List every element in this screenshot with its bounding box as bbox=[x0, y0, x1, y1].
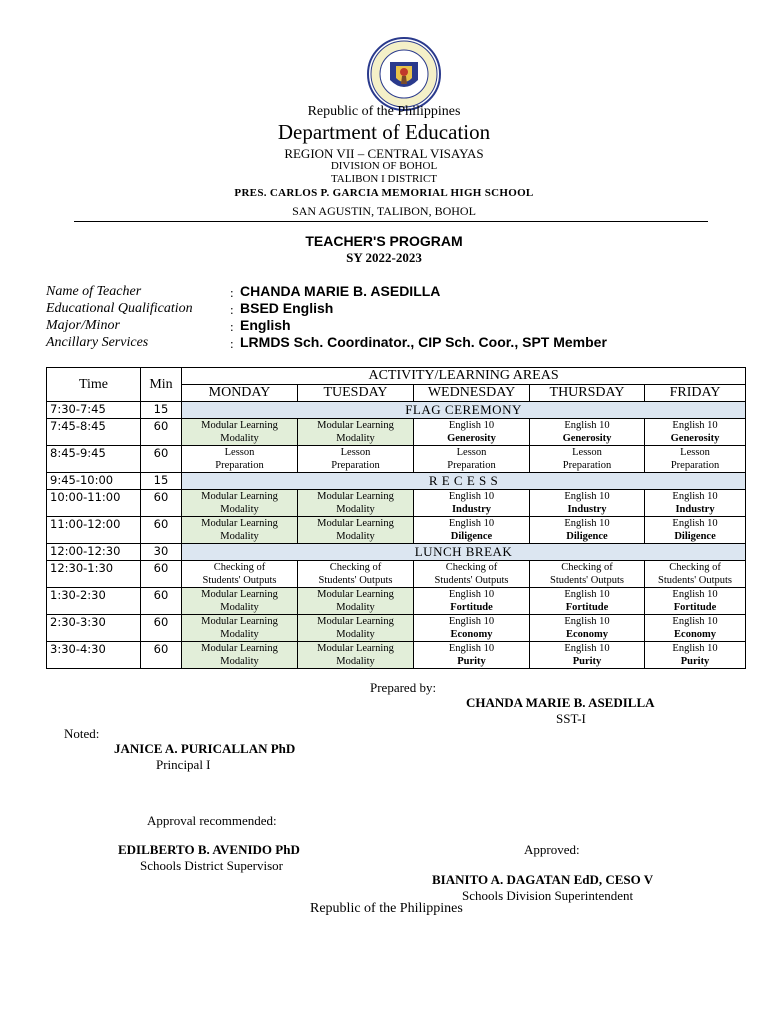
program-title: TEACHER'S PROGRAM bbox=[305, 233, 463, 249]
footer-republic: Republic of the Philippines bbox=[310, 901, 463, 916]
cell-english bbox=[414, 615, 530, 642]
header-department: Department of Education bbox=[277, 120, 491, 144]
header-school: PRES. CARLOS P. GARCIA MEMORIAL HIGH SCHOOL bbox=[234, 187, 534, 199]
info-colon: : bbox=[230, 302, 234, 317]
info-label-qualification: Educational Qualification bbox=[46, 301, 193, 316]
cell-lesson-prep bbox=[298, 446, 414, 473]
cell-checking bbox=[414, 561, 530, 588]
cell-english bbox=[414, 588, 530, 615]
header-wednesday: WEDNESDAY bbox=[414, 385, 530, 402]
row-min: 60 bbox=[141, 561, 182, 588]
table-header-row bbox=[47, 368, 746, 385]
table-row bbox=[47, 473, 746, 490]
header-time: Time bbox=[47, 368, 141, 402]
cell-english bbox=[645, 615, 746, 642]
cell-text: Lesson bbox=[456, 447, 487, 458]
row-time: 3:30-4:30 bbox=[47, 642, 141, 669]
cell-text: Preparation bbox=[670, 460, 720, 471]
cell-subject: English 10 bbox=[564, 643, 610, 654]
cell-text: Modality bbox=[336, 504, 375, 515]
approved-title: Schools Division Superintendent bbox=[462, 888, 634, 903]
school-year: SY 2022-2023 bbox=[346, 250, 422, 265]
row-min: 60 bbox=[141, 490, 182, 517]
cell-text: Modality bbox=[336, 602, 375, 613]
cell-section: Diligence bbox=[566, 531, 608, 542]
cell-checking bbox=[182, 561, 298, 588]
cell-subject: English 10 bbox=[672, 616, 718, 627]
cell-modular bbox=[298, 419, 414, 446]
cell-subject: English 10 bbox=[448, 420, 495, 431]
table-row bbox=[47, 561, 746, 588]
cell-subject: English 10 bbox=[448, 643, 495, 654]
cell-text: Modality bbox=[220, 504, 259, 515]
row-min: 30 bbox=[141, 544, 182, 561]
cell-text: Modality bbox=[336, 656, 375, 667]
noted-name: JANICE A. PURICALLAN PhD bbox=[114, 741, 296, 756]
noted-title: Principal I bbox=[156, 757, 211, 772]
cell-modular bbox=[298, 517, 414, 544]
cell-subject: English 10 bbox=[448, 518, 495, 529]
row-min: 15 bbox=[141, 473, 182, 490]
cell-section: Purity bbox=[680, 656, 710, 667]
header-friday: FRIDAY bbox=[645, 385, 746, 402]
cell-section: Diligence bbox=[674, 531, 716, 542]
cell-english bbox=[645, 517, 746, 544]
schedule-table bbox=[46, 367, 746, 669]
cell-text: Modality bbox=[220, 602, 259, 613]
cell-english bbox=[530, 517, 645, 544]
info-label-major: Major/Minor bbox=[46, 318, 120, 333]
cell-english bbox=[414, 517, 530, 544]
table-row bbox=[47, 402, 746, 419]
cell-text: Preparation bbox=[447, 460, 496, 471]
cell-english bbox=[414, 642, 530, 669]
row-time: 8:45-9:45 bbox=[47, 446, 141, 473]
cell-modular bbox=[182, 642, 298, 669]
cell-english bbox=[530, 490, 645, 517]
table-row bbox=[47, 615, 746, 642]
table-row bbox=[47, 490, 746, 517]
cell-text: Students' Outputs bbox=[658, 575, 732, 586]
row-time: 2:30-3:30 bbox=[47, 615, 141, 642]
cell-text: Students' Outputs bbox=[318, 575, 393, 586]
row-min: 60 bbox=[141, 588, 182, 615]
header-min: Min bbox=[141, 368, 182, 402]
cell-text: Checking of bbox=[329, 562, 382, 573]
row-min: 60 bbox=[141, 615, 182, 642]
cell-english bbox=[414, 490, 530, 517]
table-row bbox=[47, 588, 746, 615]
cell-english bbox=[645, 419, 746, 446]
lunch-break-band: LUNCH BREAK bbox=[182, 544, 746, 561]
cell-subject: English 10 bbox=[564, 616, 610, 627]
header-activity: ACTIVITY/LEARNING AREAS bbox=[182, 368, 746, 385]
cell-text: Modular Learning bbox=[201, 643, 278, 654]
cell-section: Generosity bbox=[562, 433, 612, 444]
cell-checking bbox=[530, 561, 645, 588]
cell-section: Industry bbox=[567, 504, 607, 515]
cell-text: Preparation bbox=[215, 460, 264, 471]
cell-text: Modular Learning bbox=[317, 491, 394, 502]
recommended-label: Approval recommended: bbox=[147, 813, 277, 828]
cell-text: Lesson bbox=[224, 447, 255, 458]
cell-lesson-prep bbox=[414, 446, 530, 473]
row-time: 9:45-10:00 bbox=[47, 473, 141, 490]
cell-modular bbox=[298, 615, 414, 642]
cell-english bbox=[414, 419, 530, 446]
cell-english bbox=[645, 490, 746, 517]
cell-text: Modality bbox=[220, 531, 259, 542]
noted-label: Noted: bbox=[64, 726, 100, 741]
prepared-by-label: Prepared by: bbox=[370, 680, 437, 695]
cell-text: Modular Learning bbox=[317, 518, 394, 529]
row-time: 7:30-7:45 bbox=[47, 402, 141, 419]
header-divider bbox=[74, 221, 708, 222]
cell-text: Checking of bbox=[561, 562, 613, 573]
cell-text: Checking of bbox=[445, 562, 498, 573]
cell-text: Modular Learning bbox=[201, 518, 278, 529]
cell-text: Preparation bbox=[562, 460, 612, 471]
cell-section: Purity bbox=[457, 656, 486, 667]
cell-lesson-prep bbox=[645, 446, 746, 473]
cell-modular bbox=[182, 615, 298, 642]
cell-subject: English 10 bbox=[564, 518, 610, 529]
cell-english bbox=[645, 588, 746, 615]
table-row bbox=[47, 544, 746, 561]
cell-text: Modality bbox=[336, 433, 375, 444]
cell-subject: English 10 bbox=[672, 420, 718, 431]
flag-ceremony-band: FLAG CEREMONY bbox=[182, 402, 746, 419]
info-colon: : bbox=[230, 285, 234, 300]
cell-lesson-prep bbox=[182, 446, 298, 473]
cell-lesson-prep bbox=[530, 446, 645, 473]
cell-modular bbox=[298, 642, 414, 669]
table-row bbox=[47, 446, 746, 473]
row-time: 12:30-1:30 bbox=[47, 561, 141, 588]
cell-modular bbox=[182, 517, 298, 544]
row-min: 60 bbox=[141, 517, 182, 544]
cell-subject: English 10 bbox=[672, 643, 718, 654]
cell-checking bbox=[298, 561, 414, 588]
cell-text: Modular Learning bbox=[317, 616, 394, 627]
cell-text: Checking of bbox=[669, 562, 721, 573]
cell-text: Lesson bbox=[680, 447, 710, 458]
cell-subject: English 10 bbox=[564, 420, 610, 431]
row-min: 60 bbox=[141, 642, 182, 669]
info-colon: : bbox=[230, 336, 234, 351]
approved-name: BIANITO A. DAGATAN EdD, CESO V bbox=[432, 872, 654, 887]
cell-section: Industry bbox=[451, 504, 492, 515]
cell-section: Purity bbox=[572, 656, 602, 667]
cell-text: Modular Learning bbox=[317, 420, 394, 431]
info-value-ancillary: LRMDS Sch. Coordinator., CIP Sch. Coor., SPT Member bbox=[240, 334, 607, 350]
cell-section: Fortitude bbox=[565, 602, 609, 613]
deped-seal-logo bbox=[366, 36, 442, 112]
recess-band: R E C E S S bbox=[182, 473, 746, 490]
row-time: 11:00-12:00 bbox=[47, 517, 141, 544]
info-colon: : bbox=[230, 319, 234, 334]
header-republic: Republic of the Philippines bbox=[307, 104, 461, 119]
cell-section: Economy bbox=[450, 629, 493, 640]
cell-subject: English 10 bbox=[448, 616, 495, 627]
cell-english bbox=[530, 615, 645, 642]
cell-text: Lesson bbox=[572, 447, 602, 458]
table-row bbox=[47, 642, 746, 669]
cell-subject: English 10 bbox=[672, 589, 718, 600]
approved-label: Approved: bbox=[524, 842, 580, 857]
cell-modular bbox=[182, 419, 298, 446]
cell-section: Generosity bbox=[447, 433, 496, 444]
header-thursday: THURSDAY bbox=[530, 385, 645, 402]
header-address: SAN AGUSTIN, TALIBON, BOHOL bbox=[292, 204, 476, 218]
cell-text: Lesson bbox=[340, 447, 371, 458]
cell-text: Modular Learning bbox=[317, 589, 394, 600]
cell-text: Modular Learning bbox=[201, 616, 278, 627]
info-value-major: English bbox=[240, 317, 291, 333]
cell-modular bbox=[182, 588, 298, 615]
info-label-ancillary: Ancillary Services bbox=[46, 335, 149, 350]
cell-text: Checking of bbox=[213, 562, 266, 573]
recommended-name: EDILBERTO B. AVENIDO PhD bbox=[118, 842, 300, 857]
cell-text: Modality bbox=[220, 433, 259, 444]
cell-subject: English 10 bbox=[448, 589, 495, 600]
row-min: 15 bbox=[141, 402, 182, 419]
cell-section: Fortitude bbox=[450, 602, 493, 613]
cell-subject: English 10 bbox=[564, 589, 610, 600]
cell-modular bbox=[182, 490, 298, 517]
cell-english bbox=[645, 642, 746, 669]
row-min: 60 bbox=[141, 446, 182, 473]
table-row bbox=[47, 419, 746, 446]
cell-text: Modular Learning bbox=[201, 491, 278, 502]
header-division: DIVISION OF BOHOL bbox=[330, 160, 438, 172]
row-time: 12:00-12:30 bbox=[47, 544, 141, 561]
cell-text: Students' Outputs bbox=[202, 575, 277, 586]
cell-text: Students' Outputs bbox=[550, 575, 624, 586]
cell-text: Modular Learning bbox=[201, 589, 278, 600]
row-time: 1:30-2:30 bbox=[47, 588, 141, 615]
cell-section: Industry bbox=[675, 504, 715, 515]
cell-text: Modality bbox=[220, 656, 259, 667]
header-monday: MONDAY bbox=[182, 385, 298, 402]
prepared-by-title: SST-I bbox=[556, 711, 586, 726]
header-tuesday: TUESDAY bbox=[298, 385, 414, 402]
cell-section: Generosity bbox=[670, 433, 720, 444]
header-district: TALIBON I DISTRICT bbox=[330, 173, 438, 185]
cell-text: Modality bbox=[220, 629, 259, 640]
cell-section: Diligence bbox=[450, 531, 493, 542]
cell-text: Modality bbox=[336, 531, 375, 542]
cell-text: Modality bbox=[336, 629, 375, 640]
cell-text: Students' Outputs bbox=[434, 575, 509, 586]
row-time: 10:00-11:00 bbox=[47, 490, 141, 517]
info-value-qualification: BSED English bbox=[240, 300, 334, 316]
info-value-teacher: CHANDA MARIE B. ASEDILLA bbox=[240, 283, 441, 299]
cell-subject: English 10 bbox=[448, 491, 495, 502]
table-row bbox=[47, 517, 746, 544]
row-time: 7:45-8:45 bbox=[47, 419, 141, 446]
cell-english bbox=[530, 642, 645, 669]
cell-subject: English 10 bbox=[564, 491, 610, 502]
cell-section: Fortitude bbox=[673, 602, 717, 613]
row-min: 60 bbox=[141, 419, 182, 446]
cell-english bbox=[530, 419, 645, 446]
prepared-by-name: CHANDA MARIE B. ASEDILLA bbox=[466, 695, 655, 710]
cell-section: Economy bbox=[674, 629, 717, 640]
cell-text: Preparation bbox=[331, 460, 380, 471]
cell-text: Modular Learning bbox=[201, 420, 278, 431]
cell-modular bbox=[298, 490, 414, 517]
cell-section: Economy bbox=[566, 629, 608, 640]
cell-subject: English 10 bbox=[672, 491, 718, 502]
cell-subject: English 10 bbox=[672, 518, 718, 529]
recommended-title: Schools District Supervisor bbox=[140, 858, 283, 873]
cell-text: Modular Learning bbox=[317, 643, 394, 654]
header-region: REGION VII – CENTRAL VISAYAS bbox=[284, 146, 484, 161]
cell-english bbox=[530, 588, 645, 615]
cell-modular bbox=[298, 588, 414, 615]
info-label-teacher: Name of Teacher bbox=[46, 284, 142, 299]
cell-checking bbox=[645, 561, 746, 588]
